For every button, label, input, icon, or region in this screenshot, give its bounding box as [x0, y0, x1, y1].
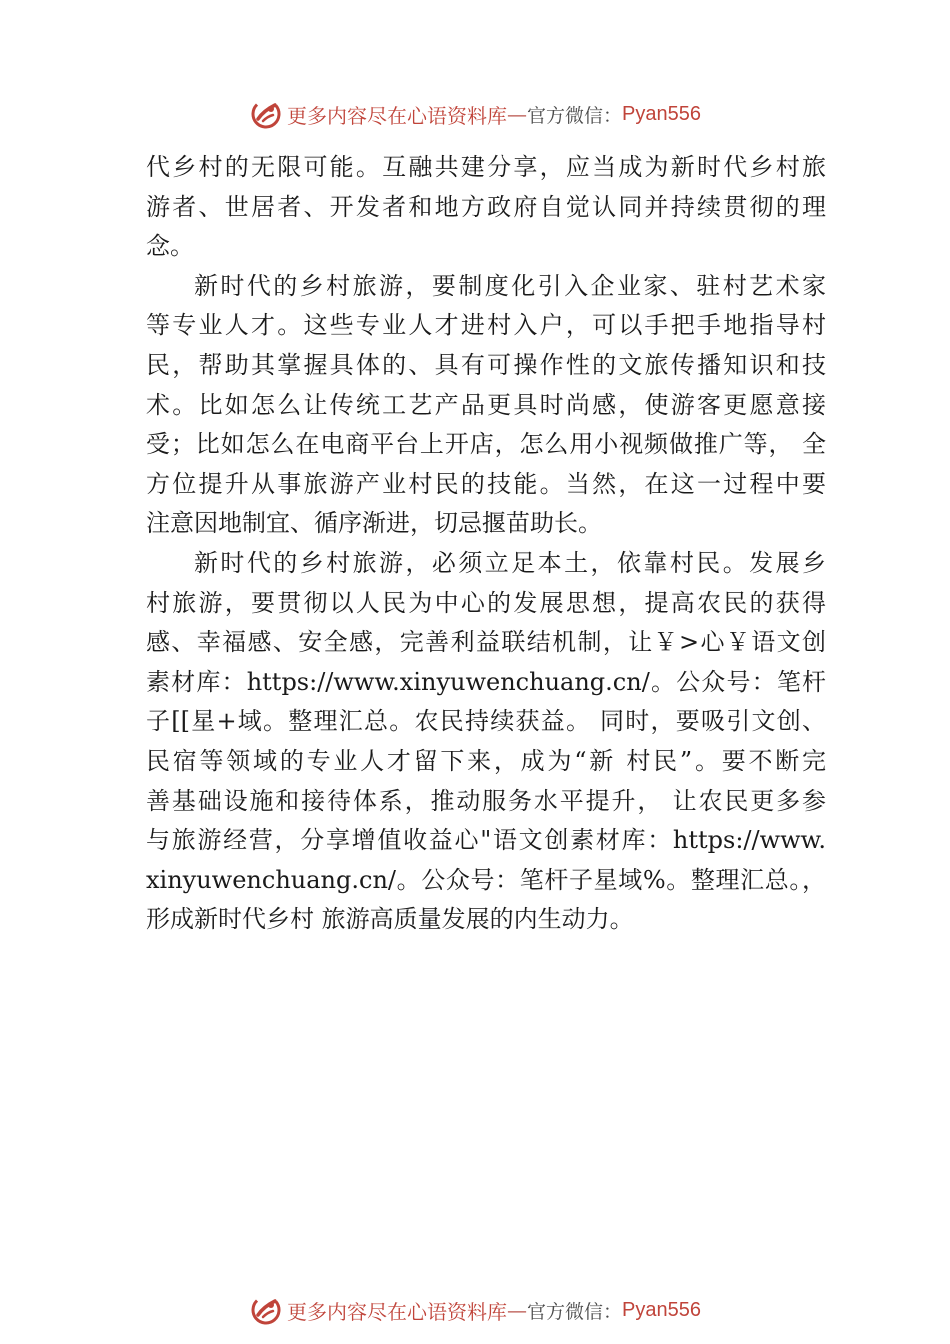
banner-wechat-id: Pyan556 [622, 1298, 701, 1321]
banner-promo-text: 更多内容尽在心语资料库 [287, 103, 507, 128]
banner-dash: — [507, 1298, 527, 1322]
text-line: 民宿等领域的专业人才留下来，成为“新 村民”。要不断完 [146, 746, 826, 775]
paragraph-start-line: 新时代的乡村旅游，必须立足本土，依靠村民。发展乡 [194, 548, 826, 577]
text-line: xinyuwenchuang.cn/。公众号：笔杆子星域%。整理汇总。， [146, 865, 826, 894]
document-body [146, 148, 826, 940]
text-line: 村旅游，要贯彻以人民为中心的发展思想，提高农民的获得 [146, 588, 826, 617]
text-line: 方位提升从事旅游产业村民的技能。当然，在这一过程中要 [146, 469, 826, 498]
banner-promo-text: 更多内容尽在心语资料库 [287, 1299, 507, 1324]
text-line: 子[[星+域。整理汇总。农民持续获益。 同时，要吸引文创、 [146, 707, 826, 736]
text-line: 注意因地制宜、循序渐进，切忌揠苗助长。 [146, 509, 602, 538]
text-line: 代乡村的无限可能。互融共建分享，应当成为新时代乡村旅 [146, 153, 826, 181]
text-line: 民，帮助其掌握具体的、具有可操作性的文旅传播知识和技 [146, 350, 826, 379]
header-banner [0, 94, 950, 134]
text-line: 与旅游经营，分享增值收益心"语文创素材库：https://www. [146, 826, 826, 855]
text-line: 善基础设施和接待体系，推动服务水平提升， 让农民更多参 [146, 786, 826, 815]
text-line: 念。 [146, 232, 194, 261]
red-brush-seal-icon [249, 1293, 283, 1327]
paragraph-start-line: 新时代的乡村旅游，要制度化引入企业家、驻村艺术家 [194, 271, 826, 300]
text-line: 素材库：https://www.xinyuwenchuang.cn/。公众号：笔杆 [146, 667, 826, 696]
banner-wechat-id: Pyan556 [622, 102, 701, 125]
text-line: 感、幸福感、安全感，完善利益联结机制，让￥>心￥语文创 [146, 628, 826, 657]
banner-wechat-label: 官方微信： [527, 1300, 623, 1323]
text-line: 受；比如怎么在电商平台上开店，怎么用小视频做推广等， 全 [146, 430, 826, 459]
text-line: 形成新时代乡村 旅游高质量发展的内生动力。 [146, 905, 634, 934]
banner-dash: — [507, 102, 527, 126]
text-line: 等专业人才。这些专业人才进村入户，可以手把手地指导村 [146, 311, 826, 340]
red-brush-seal-icon [249, 97, 283, 131]
footer-banner [0, 1290, 950, 1330]
banner-wechat-label: 官方微信： [527, 104, 623, 127]
text-line: 游者、世居者、开发者和地方政府自觉认同并持续贯彻的理 [146, 192, 826, 221]
text-line: 术。比如怎么让传统工艺产品更具时尚感，使游客更愿意接 [146, 390, 826, 419]
